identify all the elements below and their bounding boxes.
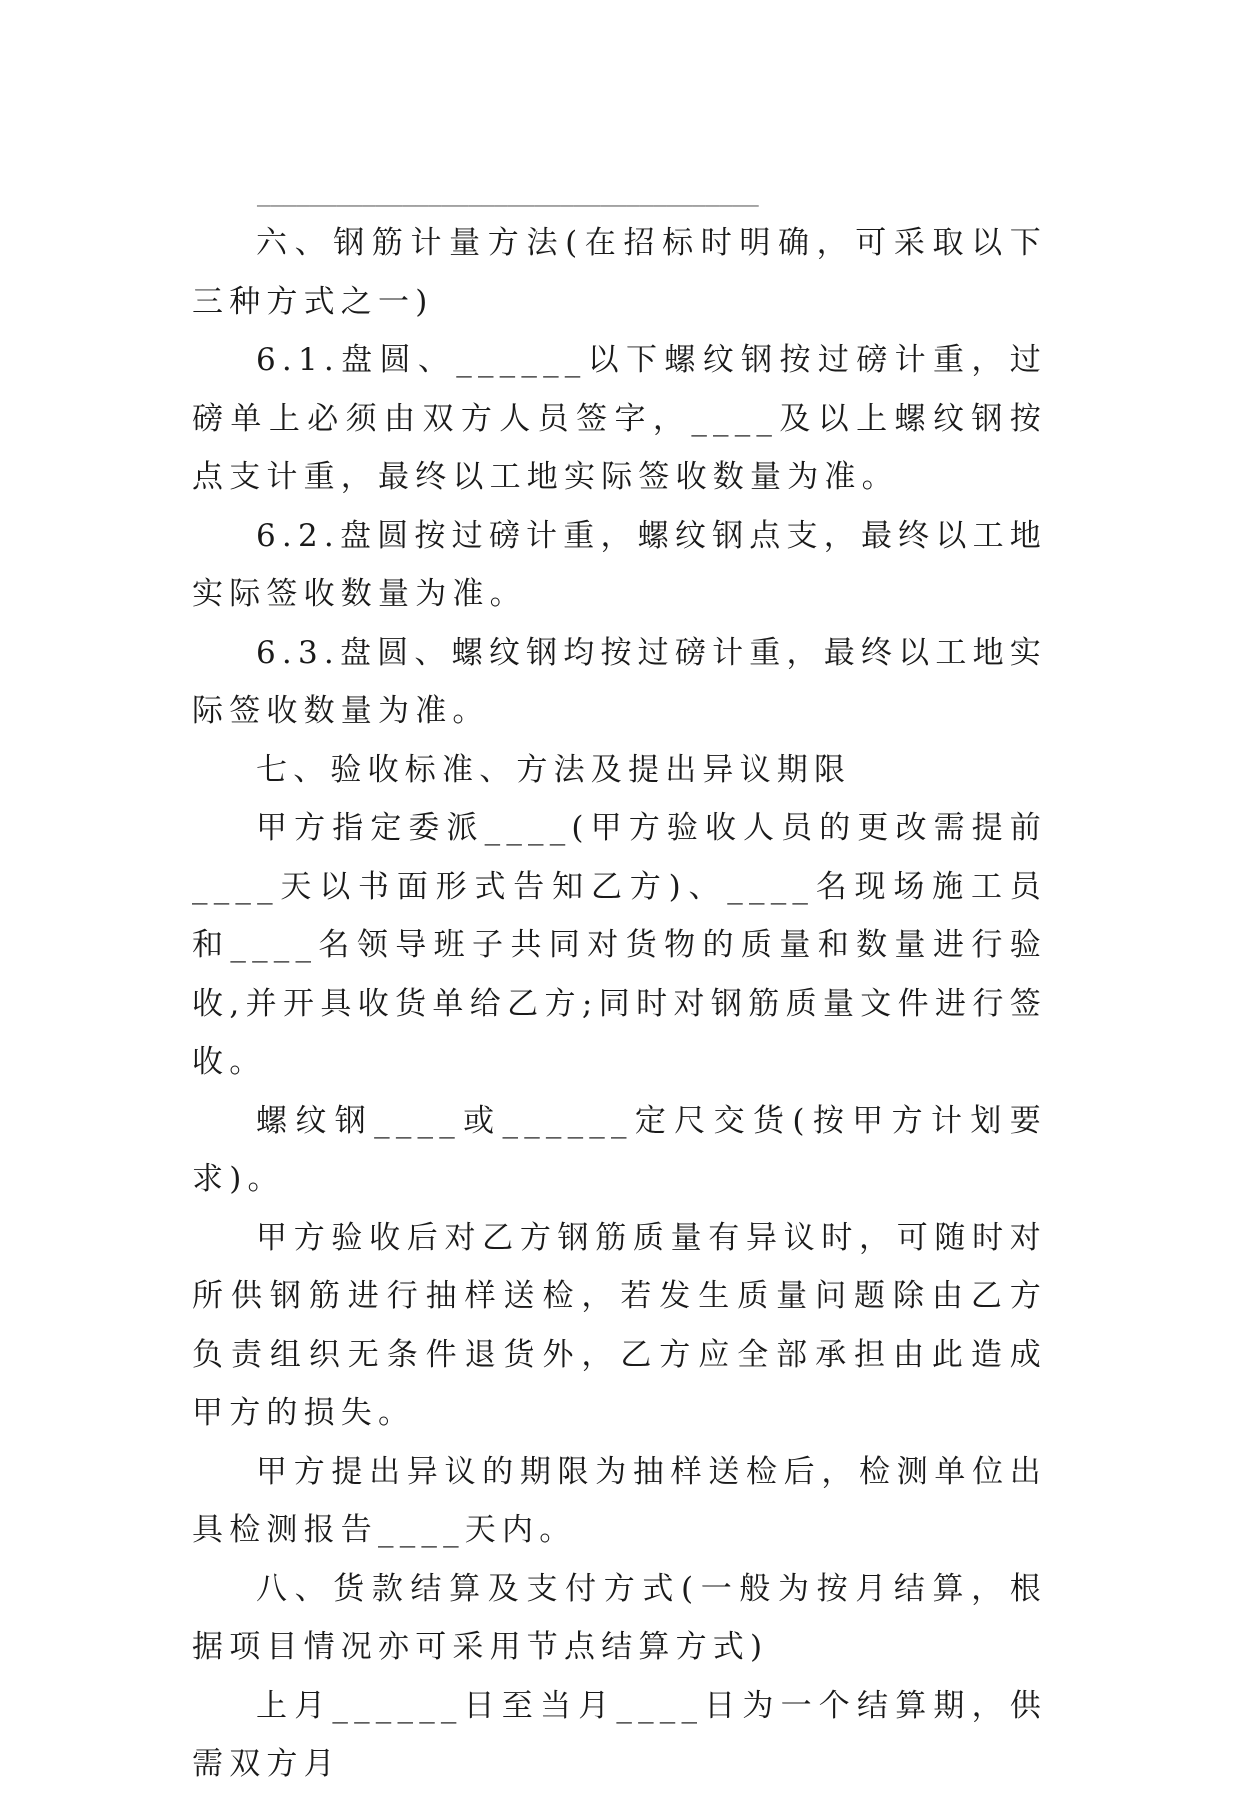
fill-in-line: ______________________________________ bbox=[257, 186, 759, 211]
clause-6-3: 6.3.盘圆、螺纹钢均按过磅计重，最终以工地实际签收数量为准。 bbox=[192, 634, 1047, 729]
clause-6-2: 6.2.盘圆按过磅计重，螺纹钢点支，最终以工地实际签收数量为准。 bbox=[192, 517, 1047, 612]
acceptance-paragraph: 甲方指定委派____(甲方验收人员的更改需提前____天以书面形式告知乙方)、____名现场施工员和____名领导班子共同对货物的质量和数量进行验收,并开具收货单给乙方;同时对钢筋质量文件进行签收。 bbox=[192, 810, 1047, 1080]
settlement-period-paragraph: 上月______日至当月____日为一个结算期，供需双方月 bbox=[192, 1687, 1047, 1782]
delivery-length-paragraph: 螺纹钢____或______定尺交货(按甲方计划要求)。 bbox=[192, 1102, 1047, 1197]
clause-6-1: 6.1.盘圆、______以下螺纹钢按过磅计重，过磅单上必须由双方人员签字，____及以上螺纹钢按点支计重，最终以工地实际签收数量为准。 bbox=[192, 342, 1047, 495]
contract-body bbox=[192, 214, 1047, 1794]
section-heading-measurement: 六、钢筋计量方法(在招标时明确，可采取以下三种方式之一) bbox=[192, 225, 1047, 320]
quality-objection-paragraph: 甲方验收后对乙方钢筋质量有异议时，可随时对所供钢筋进行抽样送检，若发生质量问题除由乙方负责组织无条件退货外，乙方应全部承担由此造成甲方的损失。 bbox=[192, 1219, 1047, 1431]
section-heading-payment: 八、货款结算及支付方式(一般为按月结算，根据项目情况亦可采用节点结算方式) bbox=[192, 1570, 1047, 1665]
objection-deadline-paragraph: 甲方提出异议的期限为抽样送检后，检测单位出具检测报告____天内。 bbox=[192, 1453, 1047, 1548]
section-heading-acceptance: 七、验收标准、方法及提出异议期限 bbox=[256, 751, 852, 788]
